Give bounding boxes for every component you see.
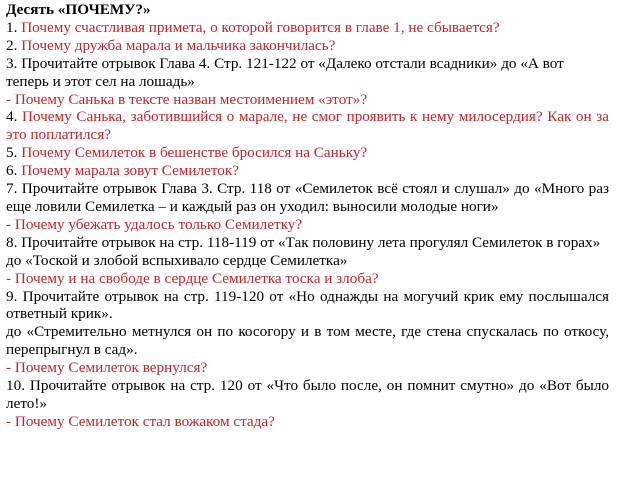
item-2 <box>6 37 609 55</box>
item-4-question: Почему Санька, заботившийся о марале, не смог проявить к нему милосердия? Как он за это поплатился? <box>6 108 609 144</box>
item-7-question: - Почему убежать удалось только Семилетку? <box>6 215 303 233</box>
item-8-reference-end: до «Тоской и злобой вспыхивало сердце Семилетка» <box>6 251 348 269</box>
item-1-number: 1. <box>6 18 22 36</box>
item-9-question: - Почему Семилеток вернулся? <box>6 359 208 377</box>
item-7-reference: 7. Прочитайте отрывок Глава 3. Стр. 118 от «Семилеток всё стоял и слушал» до «Много раз еще ловили Семилетка – и каждый раз он уходил: выносили молодые ноги» <box>6 180 609 215</box>
item-1-question: Почему счастливая примета, о которой говорится в главе 1, не сбывается? <box>21 18 500 36</box>
item-8-reference: 8. Прочитайте отрывок на стр. 118-119 от «Так половину лета прогулял Семилеток в горах» <box>6 233 601 251</box>
item-5-question: Почему Семилеток в бешенстве бросился на Саньку? <box>21 144 368 162</box>
item-6-question: Почему марала зовут Семилеток? <box>21 162 240 180</box>
item-6 <box>6 162 609 180</box>
item-3-reference: 3. Прочитайте отрывок Глава 4. Стр. 121-122 от «Далеко отстали всадники» до «А вот теперь и этот сел на лошадь» <box>6 54 564 90</box>
item-10-reference: 10. Прочитайте отрывок на стр. 120 от «Что было после, он помнит смутно» до «Вот было лето!» <box>6 377 609 412</box>
item-4-number: 4. <box>6 108 22 126</box>
item-2-question: Почему дружба марала и мальчика закончилась? <box>21 36 336 54</box>
item-4 <box>6 108 609 144</box>
document-title: Десять «ПОЧЕМУ?» <box>6 1 151 18</box>
item-1 <box>6 19 609 37</box>
item-6-number: 6. <box>6 162 22 180</box>
item-3-question: - Почему Санька в тексте назван местоимением «этот»? <box>6 90 368 108</box>
item-10-question: - Почему Семилеток стал вожаком стада? <box>6 412 275 430</box>
item-8-question: - Почему и на свободе в сердце Семилетка тоска и злоба? <box>6 269 379 287</box>
item-5 <box>6 144 609 162</box>
item-5-number: 5. <box>6 144 22 162</box>
item-2-number: 2. <box>6 36 22 54</box>
item-9-reference-end: до «Стремительно метнулся он по косогору и в том месте, где стена спускалась по откосу, перепрыгнул в сад». <box>6 323 609 359</box>
item-9-reference: 9. Прочитайте отрывок на стр. 119-120 от «Но однажды на могучий крик ему послышался ответный крик». <box>6 287 609 323</box>
